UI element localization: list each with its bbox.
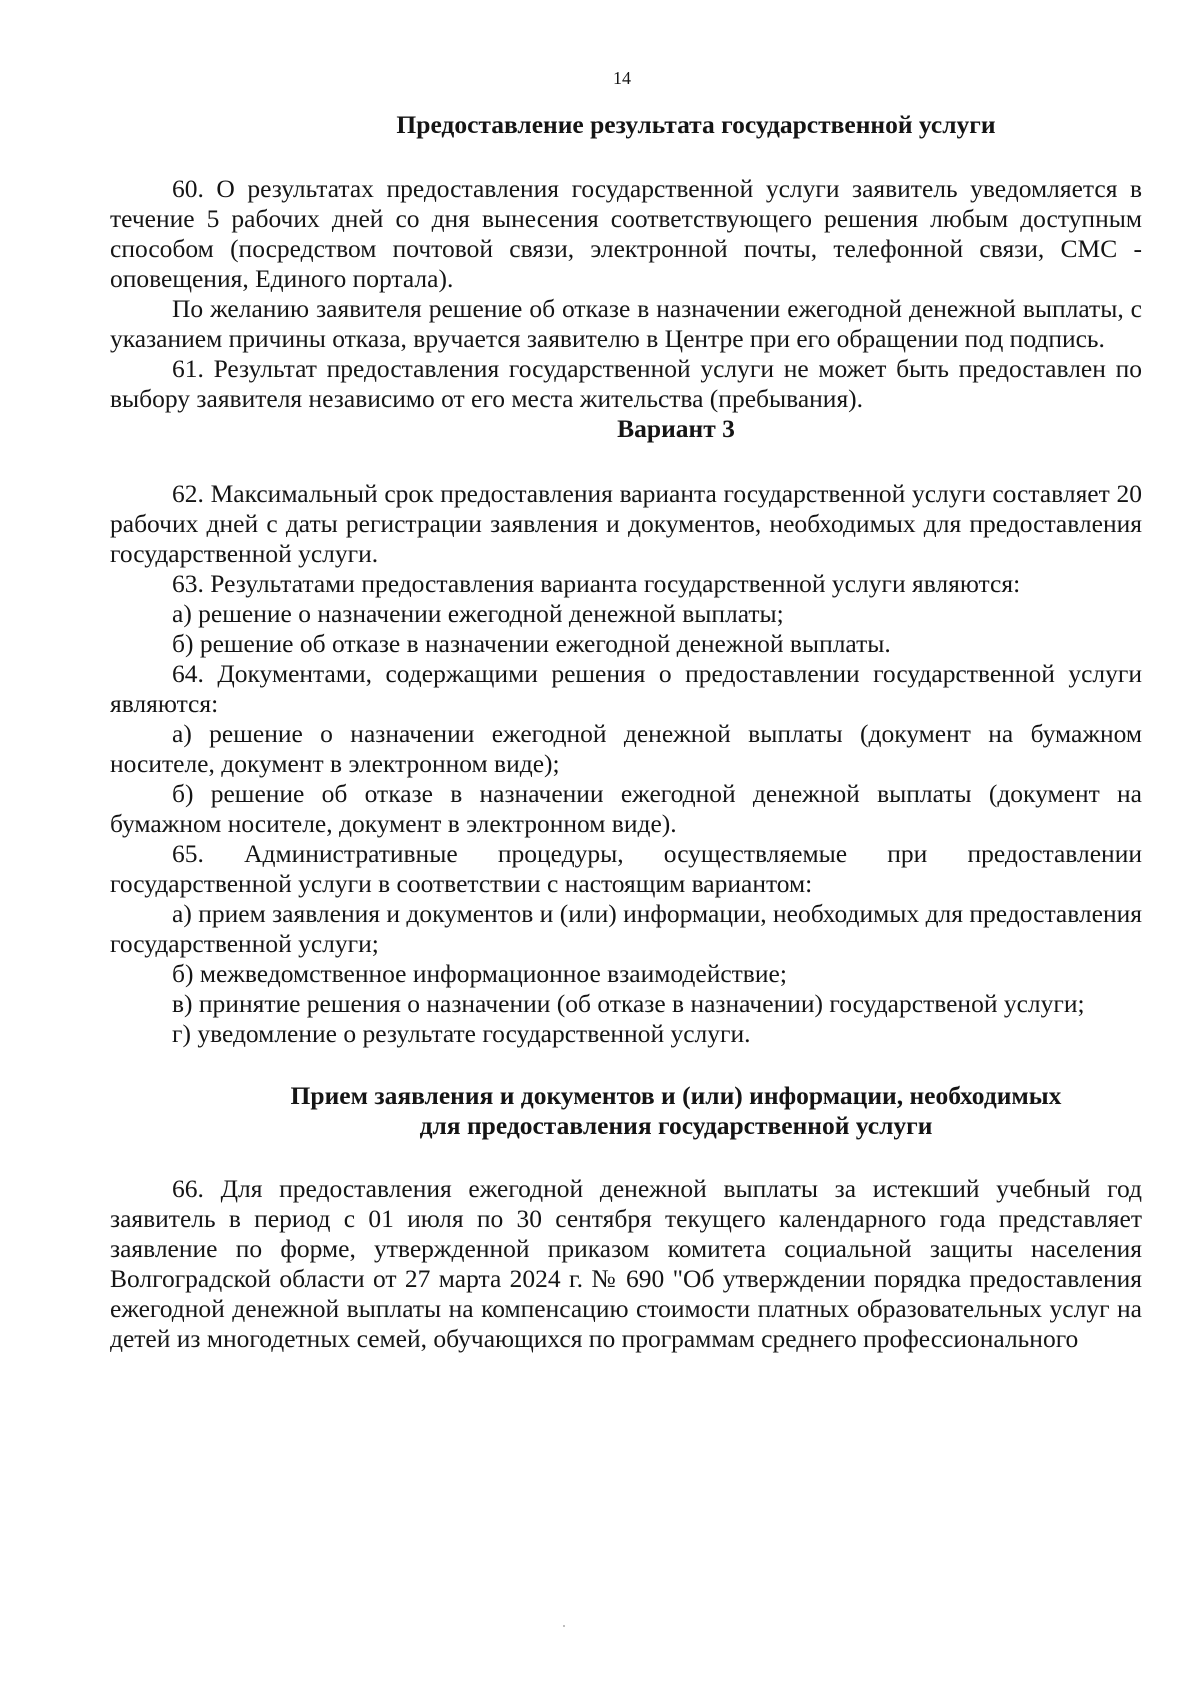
paragraph-66: 66. Для предоставления ежегодной денежной выплаты за истекший учебный год заявитель в период с 01 июля по 30 сентября текущего календарного года представляет заявление по форме, утвержденной приказом комитета социальной защиты населения Волгоградской области от 27 марта 2024 г. № 690 "Об утверждении порядка предоставления ежегодной денежной выплаты на компенсацию стоимости платных образовательных услуг на детей из многодетных семей, обучающихся по программам среднего профессионального [110, 1174, 1142, 1353]
scan-speck [563, 1625, 565, 1627]
section-variant-3-body [110, 479, 1142, 1049]
list-item-64a: а) решение о назначении ежегодной денежной выплаты (документ на бумажном носителе, документ в электронном виде); [110, 719, 1142, 778]
list-item-65b: б) межведомственное информационное взаимодействие; [172, 959, 787, 988]
section-result-body [110, 174, 1142, 414]
list-item-65g: г) уведомление о результате государственной услуги. [172, 1019, 751, 1048]
section-heading-variant-3: Вариант 3 [617, 414, 735, 443]
page-number: 14 [613, 68, 631, 88]
list-item-64b: б) решение об отказе в назначении ежегодной денежной выплаты (документ на бумажном носителе, документ в электронном виде). [110, 779, 1142, 838]
section-heading-result: Предоставление результата государственной услуги [396, 110, 996, 139]
list-item-65v: в) принятие решения о назначении (об отказе в назначении) государственой услуги; [172, 989, 1085, 1018]
paragraph-61: 61. Результат предоставления государственной услуги не может быть предоставлен по выбору заявителя независимо от его места жительства (пребывания). [110, 354, 1142, 413]
section-heading-application-line2: для предоставления государственной услуги [419, 1111, 933, 1140]
paragraph-65: 65. Административные процедуры, осуществляемые при предоставлении государственной услуги в соответствии с настоящим вариантом: [110, 839, 1142, 898]
list-item-63a: а) решение о назначении ежегодной денежной выплаты; [172, 599, 784, 628]
paragraph-refusal-delivery: По желанию заявителя решение об отказе в назначении ежегодной денежной выплаты, с указанием причины отказа, вручается заявителю в Центре при его обращении под подпись. [110, 294, 1142, 353]
paragraph-63: 63. Результатами предоставления варианта государственной услуги являются: [172, 569, 1021, 598]
paragraph-60: 60. О результатах предоставления государственной услуги заявитель уведомляется в течение 5 рабочих дней со дня вынесения соответствующего решения любым доступным способом (посредством почтовой связи, электронной почты, телефонной связи, СМС - оповещения, Единого портала). [110, 174, 1142, 293]
list-item-63b: б) решение об отказе в назначении ежегодной денежной выплаты. [172, 629, 891, 658]
paragraph-62: 62. Максимальный срок предоставления варианта государственной услуги составляет 20 рабочих дней с даты регистрации заявления и документов, необходимых для предоставления государственной услуги. [110, 479, 1142, 568]
page-content [110, 110, 1142, 1354]
list-item-65a: а) прием заявления и документов и (или) информации, необходимых для предоставления государственной услуги; [110, 899, 1142, 958]
section-application-body [110, 1174, 1142, 1354]
paragraph-64: 64. Документами, содержащими решения о предоставлении государственной услуги являются: [110, 659, 1142, 718]
section-heading-application-line1: Прием заявления и документов и (или) информации, необходимых [290, 1081, 1062, 1110]
section-heading-application [210, 1081, 1142, 1141]
